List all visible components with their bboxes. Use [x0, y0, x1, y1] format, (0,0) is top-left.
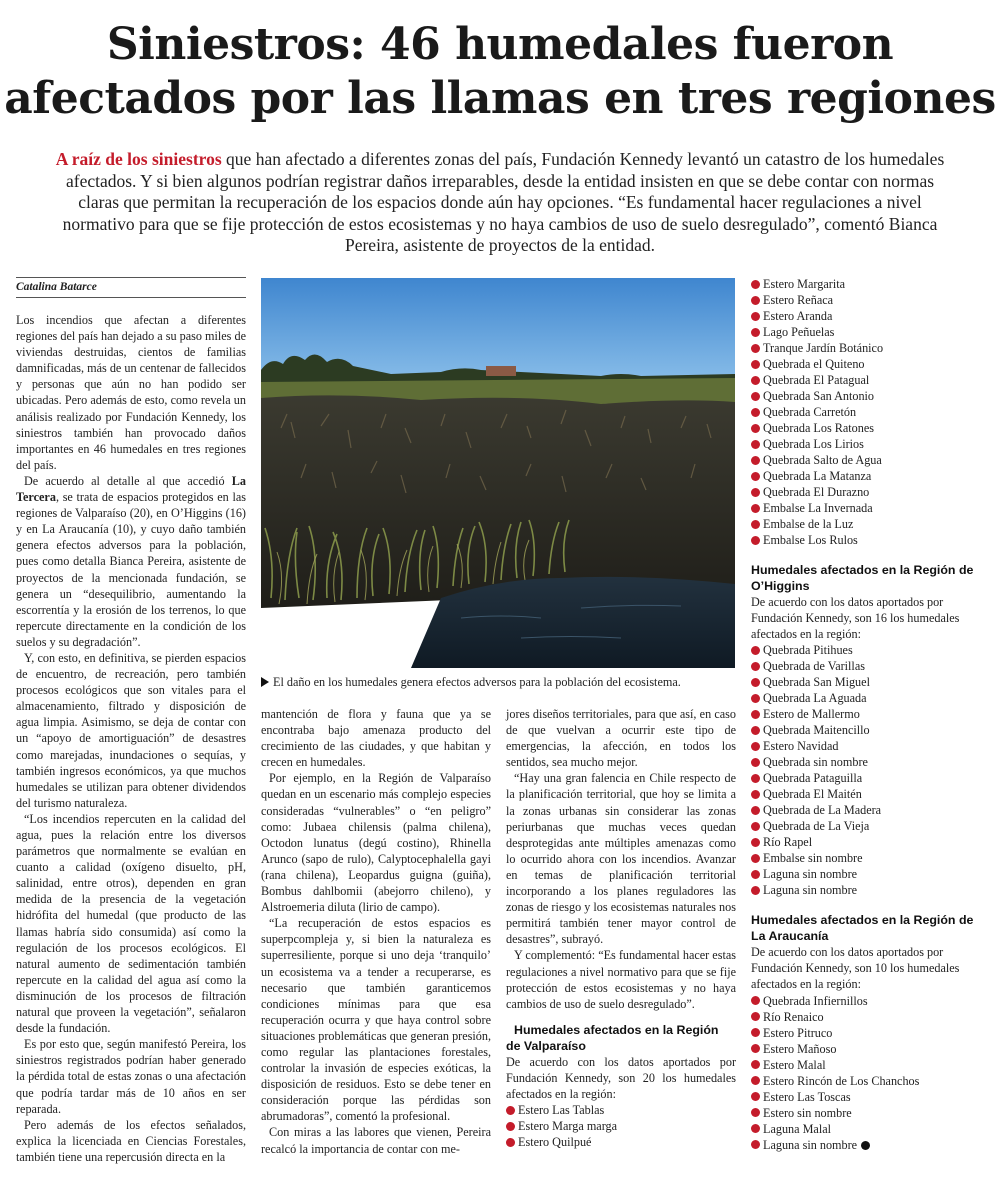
- body-paragraph: Pero además de los efectos señalados, explica la licenciada en Ciencias Forestales, también tiene una repercusión directa en la: [16, 1117, 246, 1164]
- valparaiso-list-a: [506, 1102, 736, 1150]
- article-column-2: [261, 706, 491, 1157]
- wetland-item: Quebrada El Maitén: [751, 786, 986, 802]
- body-paragraph: Los incendios que afectan a diferentes regiones del país han dejado a su paso miles de viviendas destruidas, cientos de familias damnificadas, más de un centenar de fallecidos y personas que aún no han podido ser ubicadas. Pero además de esto, como revela un análisis realizado por Fundación Kennedy, los siniestros también han provocado daños importantes en 46 humedales en tres regiones del país.: [16, 313, 246, 472]
- wetland-item: Quebrada Pataguilla: [751, 770, 986, 786]
- wetland-item: Estero Aranda: [751, 308, 986, 324]
- wetland-item: Estero de Mallermo: [751, 706, 986, 722]
- body-paragraph: “La recuperación de estos espacios es superpcompleja y, si bien la naturaleza es superresiliente, porque si uno deja ‘tranquilo’ un ecosistema va a tender a recuperarse, es necesario que también garanticemos condiciones mínimas para que esa recuperación ocurra y que haya control sobre situaciones problemáticas que generan presión, como regular las plantaciones forestales, controlar la invasión de especies exóticas, la disposición de residuos. Esto se debe tener en consideración porque las pérdidas son abrumadoras”, comentó la profesional.: [261, 916, 491, 1124]
- wetland-item: Estero Marga marga: [506, 1118, 736, 1134]
- valparaiso-description: De acuerdo con los datos aportados por Fundación Kennedy, son 20 los humedales afectados en la región:: [506, 1054, 736, 1101]
- wetland-item: Quebrada Carretón: [751, 404, 986, 420]
- wetland-item: Río Rapel: [751, 834, 986, 850]
- body-paragraph: “Hay una gran falencia en Chile respecto de la planificación territorial, que hoy se limita a la zonas urbanas sin considerar las zonas periurbanas que muchas veces quedan desprotegidas ante múltiples amenazas como lo ocurrido ahora con los incendios. Avanzar en temas de planificación territorial incorporando a los planes reguladores las zonas de riesgo y los ecosistemas naturales nos permitirá también tener mayor control de desastres”, subrayó.: [506, 771, 736, 947]
- wetland-item-label: Laguna sin nombre: [763, 1137, 858, 1152]
- wetland-item: Quebrada Infiernillos: [751, 993, 986, 1009]
- body-paragraph: Con miras a las labores que vienen, Pereira recalcó la importancia de contar con me-: [261, 1125, 491, 1156]
- wetland-lists-column: [751, 276, 986, 1153]
- wetland-item: Embalse La Invernada: [751, 500, 986, 516]
- article-column-3: [506, 706, 736, 1150]
- wetland-photo: [261, 278, 735, 668]
- caption-text: El daño en los humedales genera efectos adversos para la población del ecosistema.: [273, 675, 681, 689]
- byline-box: [16, 277, 246, 298]
- valparaiso-list-b: [751, 276, 986, 548]
- body-paragraph: “Los incendios repercuten en la calidad del agua, pues la relación entre los diversos parámetros que normalmente se evalúan en cuanto a calidad (oxígeno disuelto, pH, salinidad, entre otros), dependen en gran medida de la presencia de la vegetación hidrófita del humedal (que producto de las llamas habría sido consumida) así como la regulación de los procesos ecológicos. El natural aumento de sedimentación también repercute en la calidad del agua así como la disminución de los procesos de filtración natural que proveen la vegetación”, señalaron desde la fundación.: [16, 811, 246, 1036]
- wetland-item: Quebrada San Antonio: [751, 388, 986, 404]
- wetland-item: Estero sin nombre: [751, 1105, 986, 1121]
- wetland-item: Quebrada Los Lirios: [751, 436, 986, 452]
- wetland-item: Estero Quilpué: [506, 1134, 736, 1150]
- wetland-item: Quebrada La Aguada: [751, 690, 986, 706]
- valparaiso-heading: Humedales afectados en la Región de Valparaíso: [506, 1022, 719, 1053]
- wetland-item: Quebrada Salto de Agua: [751, 452, 986, 468]
- wetland-item: Quebrada de La Vieja: [751, 818, 986, 834]
- newspaper-name: La Tercera: [16, 473, 246, 505]
- wetland-item: Estero Reñaca: [751, 292, 986, 308]
- body-paragraph: Por ejemplo, en la Región de Valparaíso quedan en un escenario más complejo especies consideradas “vulnerables” o “en peligro” como: Jubaea chilensis (palma chilena), Octodon lunatus (degú costino), Rhinella Arunco (sapo de rulo), Calyptocephalella gayi (rana chilena), Leopardus guigna (guiña), Bombus dahlbomii (abejorro chileno), y Alstroemeria diluta (lirio de campo).: [261, 771, 491, 915]
- wetland-item: [751, 1137, 986, 1153]
- photo-caption: [261, 674, 741, 690]
- wetland-item: Quebrada Maitencillo: [751, 722, 986, 738]
- wetland-item: Estero Pitruco: [751, 1025, 986, 1041]
- wetland-item: Estero Rincón de Los Chanchos: [751, 1073, 986, 1089]
- wetland-item: Laguna sin nombre: [751, 882, 986, 898]
- end-of-article-icon: [861, 1141, 870, 1150]
- wetland-item: Quebrada de Varillas: [751, 658, 986, 674]
- wetland-item: Estero Navidad: [751, 738, 986, 754]
- wetland-item: Quebrada El Patagual: [751, 372, 986, 388]
- wetland-item: Laguna Malal: [751, 1121, 986, 1137]
- wetland-item: Embalse sin nombre: [751, 850, 986, 866]
- body-text: De acuerdo al detalle al que accedió: [24, 473, 232, 488]
- wetland-item: Quebrada El Durazno: [751, 484, 986, 500]
- body-paragraph: [16, 473, 246, 650]
- wetland-item: Tranque Jardín Botánico: [751, 340, 986, 356]
- wetland-item: Estero Las Toscas: [751, 1089, 986, 1105]
- byline: Catalina Batarce: [16, 281, 97, 293]
- wetland-item: Laguna sin nombre: [751, 866, 986, 882]
- araucania-list: [751, 993, 986, 1153]
- wetland-item: Quebrada Pitihues: [751, 642, 986, 658]
- wetland-item: Quebrada La Matanza: [751, 468, 986, 484]
- wetland-item: Quebrada el Quiteno: [751, 356, 986, 372]
- headline-line-1: Siniestros: 46 humedales fueron: [106, 19, 894, 70]
- wetland-item: Embalse de la Luz: [751, 516, 986, 532]
- body-paragraph: mantención de flora y fauna que ya se encontraba bajo amenaza producto del crecimiento de las ciudades, y que habitan y crecen en humedales.: [261, 707, 491, 770]
- wetland-item: Lago Peñuelas: [751, 324, 986, 340]
- ohiggins-list: [751, 642, 986, 898]
- body-text: , se trata de espacios protegidos en las regiones de Valparaíso (20), en O’Higgins (16) y en La Araucanía (10), y cuyo daño también genera efectos adversos para la población, pues como detalla Bianca Pereira, asistente de proyectos de la mencionada fundación, se genera un “desequilibrio, aumentando la escorrentía y la erosión de los terrenos, lo que repercute directamente en la condición de los suelos y su degradación”.: [16, 490, 246, 649]
- araucania-description: De acuerdo con los datos aportados por Fundación Kennedy, son 10 los humedales afectados en la región:: [751, 945, 960, 992]
- wetland-item: Estero Las Tablas: [506, 1102, 736, 1118]
- wetland-item: Quebrada Los Ratones: [751, 420, 986, 436]
- headline: [0, 18, 1000, 126]
- wetland-item: Estero Mañoso: [751, 1041, 986, 1057]
- ohiggins-heading: Humedales afectados en la Región de O’Higgins: [751, 563, 974, 593]
- ohiggins-description: De acuerdo con los datos aportados por Fundación Kennedy, son 16 los humedales afectados en la región:: [751, 595, 960, 642]
- article-column-1: [16, 312, 246, 1165]
- body-paragraph: Es por esto que, según manifestó Pereira, los siniestros registrados podrían haber generado la pérdida total de estas zonas o una afectación que podría tardar más de 10 años en ser reparada.: [16, 1037, 246, 1116]
- body-paragraph: Y complementó: “Es fundamental hacer estas regulaciones a nivel normativo para que se fije protección de estos ecosistemas y no haya cambios de uso de suelo desregulado”.: [506, 948, 736, 1011]
- body-paragraph: Y, con esto, en definitiva, se pierden espacios de encuentro, de recreación, pero también procesos ecológicos que son vitales para el almacenamiento, filtrado y disposición de agua limpia. Asimismo, se deja de contar con un “apoyo de amortiguación” de desastres como marejadas, inundaciones o sequías, y también ingresos económicos, ya que muchos humedales se utilizan para obtener dividendos del turismo naturaleza.: [16, 650, 246, 810]
- wetland-item: Estero Malal: [751, 1057, 986, 1073]
- lead-paragraph: [55, 149, 945, 257]
- wetland-item: Quebrada San Miguel: [751, 674, 986, 690]
- wetland-item: Estero Margarita: [751, 276, 986, 292]
- araucania-heading: Humedales afectados en la Región de La Araucanía: [751, 913, 974, 944]
- lead-text: que han afectado a diferentes zonas del país, Fundación Kennedy levantó un catastro de los humedales afectados. Y si bien algunos podrían registrar daños irreparables, desde la entidad insisten en que se debe contar con normas claras que permitan la recuperación de los espacios donde aún hay opciones. “Es fundamental hacer regulaciones a nivel normativo para que se fije protección de estos ecosistemas y no haya cambios de uso de suelo desregulado”, comentó Bianca Pereira, asistente de proyectos de la entidad.: [62, 149, 945, 256]
- headline-line-2: afectados por las llamas en tres regiones: [4, 73, 996, 124]
- lead-kicker: A raíz de los siniestros: [55, 149, 222, 169]
- wetland-item: Embalse Los Rulos: [751, 532, 986, 548]
- wetland-item: Quebrada sin nombre: [751, 754, 986, 770]
- caption-arrow-icon: [261, 677, 269, 687]
- body-paragraph: jores diseños territoriales, para que así, en caso de que vuelvan a ocurrir este tipo de emergencias, la afección, en todos los sentidos, sea mucho mejor.: [506, 707, 736, 770]
- wetland-item: Quebrada de La Madera: [751, 802, 986, 818]
- wetland-item: Río Renaico: [751, 1009, 986, 1025]
